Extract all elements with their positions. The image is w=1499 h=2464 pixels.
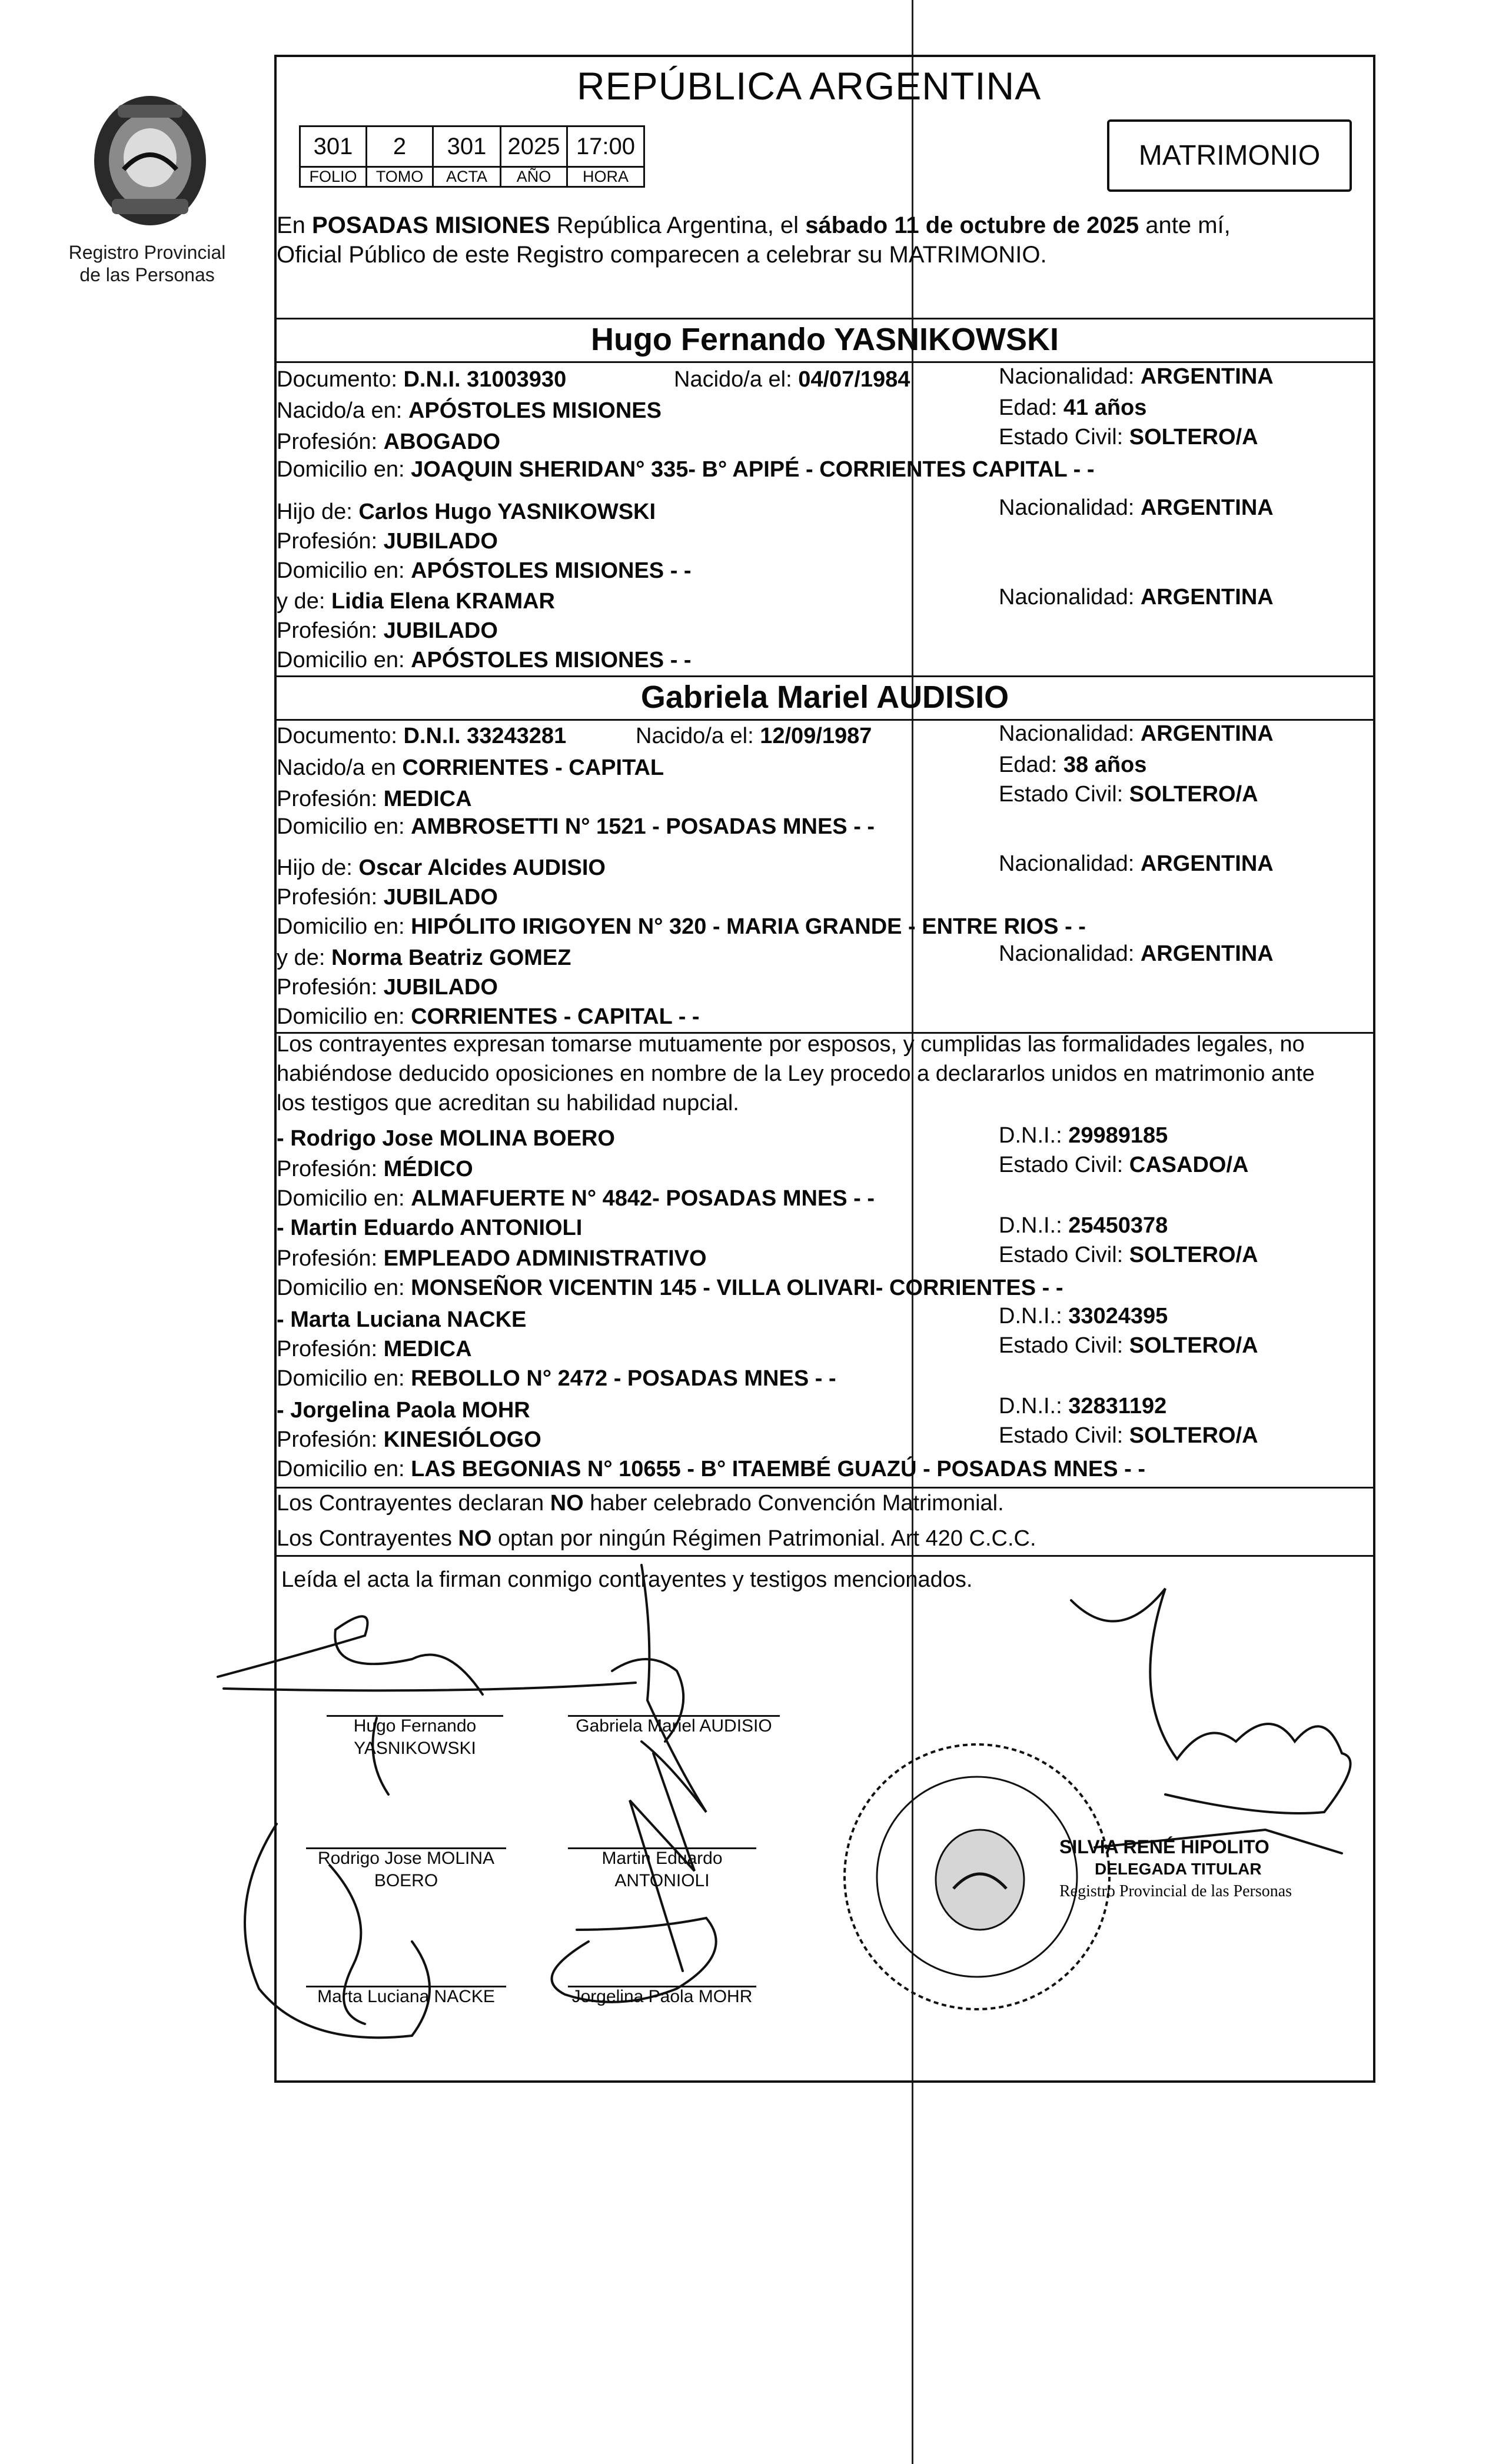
spouse2-document: Documento: D.N.I. 33243281 xyxy=(277,724,567,748)
witness-name: - Jorgelina Paola MOHR xyxy=(277,1398,530,1423)
witness-civil-status: Estado Civil: SOLTERO/A xyxy=(999,1333,1258,1358)
witness-profession: Profesión: MÉDICO xyxy=(277,1157,473,1181)
spouse1-mother-nationality: Nacionalidad: ARGENTINA xyxy=(999,585,1274,610)
witness-address: Domicilio en: ALMAFUERTE N° 4842- POSADAS MNES - - xyxy=(277,1186,875,1211)
spouse2-father-address: Domicilio en: HIPÓLITO IRIGOYEN N° 320 - MARIA GRANDE - ENTRE RIOS - - xyxy=(277,914,1086,939)
act-type-box: MATRIMONIO xyxy=(1107,119,1352,192)
witness-dni: D.N.I.: 32831192 xyxy=(999,1394,1167,1419)
spouse2-mother-profession: Profesión: JUBILADO xyxy=(277,975,498,1000)
witness-profession: Profesión: KINESIÓLOGO xyxy=(277,1427,541,1452)
witness-profession: Profesión: EMPLEADO ADMINISTRATIVO xyxy=(277,1246,707,1271)
spouse1-civil-status: Estado Civil: SOLTERO/A xyxy=(999,425,1258,449)
signature-spouse2: Gabriela Mariel AUDISIO xyxy=(576,1716,772,1736)
spouse2-name: Gabriela Mariel AUDISIO xyxy=(640,680,1009,715)
logo-line-2: de las Personas xyxy=(79,264,215,285)
spouse2-mother-address: Domicilio en: CORRIENTES - CAPITAL - - xyxy=(277,1004,700,1029)
spouse1-age: Edad: 41 años xyxy=(999,395,1147,420)
spouse2-profession: Profesión: MEDICA xyxy=(277,787,472,811)
spouse2-father-profession: Profesión: JUBILADO xyxy=(277,885,498,910)
witness-dni: D.N.I.: 33024395 xyxy=(999,1304,1168,1328)
spouse2-mother-nationality: Nacionalidad: ARGENTINA xyxy=(999,941,1274,966)
declaration-line-2: habiéndose deducido oposiciones en nombre de la Ley procedo a declararlos unidos en matrimonio ante xyxy=(277,1061,1315,1086)
hora-label: HORA xyxy=(567,167,644,187)
spouse1-mother: y de: Lidia Elena KRAMAR xyxy=(277,589,555,614)
spouse2-birthdate: Nacido/a el: 12/09/1987 xyxy=(636,724,872,748)
spouse1-father: Hijo de: Carlos Hugo YASNIKOWSKI xyxy=(277,500,656,524)
spouse1-father-nationality: Nacionalidad: ARGENTINA xyxy=(999,495,1274,520)
folio-label: FOLIO xyxy=(300,167,367,187)
witness-civil-status: Estado Civil: SOLTERO/A xyxy=(999,1423,1258,1448)
spouse1-nationality: Nacionalidad: ARGENTINA xyxy=(999,364,1274,389)
regime-convention: Los Contrayentes declaran NO haber celebrado Convención Matrimonial. xyxy=(277,1491,1004,1516)
ano-value: 2025 xyxy=(501,126,567,167)
logo-line-1: Registro Provincial xyxy=(68,242,226,263)
spouse2-birthplace: Nacido/a en CORRIENTES - CAPITAL xyxy=(277,755,664,780)
witness-name: - Rodrigo Jose MOLINA BOERO xyxy=(277,1126,615,1151)
witness-dni: D.N.I.: 29989185 xyxy=(999,1123,1168,1148)
ano-label: AÑO xyxy=(501,167,567,187)
folio-value: 301 xyxy=(300,126,367,167)
signature-witness3: Marta Luciana NACKE xyxy=(317,1987,495,2006)
spouse2-mother: y de: Norma Beatriz GOMEZ xyxy=(277,945,571,970)
spouse1-birthplace: Nacido/a en: APÓSTOLES MISIONES xyxy=(277,398,662,423)
spouse1-address: Domicilio en: JOAQUIN SHERIDAN° 335- B° APIPÉ - CORRIENTES CAPITAL - - xyxy=(277,457,1095,482)
witness-dni: D.N.I.: 25450378 xyxy=(999,1213,1168,1238)
acta-value: 301 xyxy=(433,126,501,167)
spouse1-birthdate: Nacido/a el: 04/07/1984 xyxy=(674,367,910,392)
hora-value: 17:00 xyxy=(567,126,644,167)
declaration-line-3: los testigos que acreditan su habilidad nupcial. xyxy=(277,1091,739,1116)
witness-civil-status: Estado Civil: SOLTERO/A xyxy=(999,1243,1258,1267)
witness-name: - Martin Eduardo ANTONIOLI xyxy=(277,1216,583,1240)
spouse1-father-address: Domicilio en: APÓSTOLES MISIONES - - xyxy=(277,558,692,583)
signature-witness4: Jorgelina Paola MOHR xyxy=(571,1987,753,2006)
witness-profession: Profesión: MEDICA xyxy=(277,1337,472,1361)
spouse1-mother-address: Domicilio en: APÓSTOLES MISIONES - - xyxy=(277,648,692,672)
spouse2-father-nationality: Nacionalidad: ARGENTINA xyxy=(999,851,1274,876)
official-role: DELEGADA TITULAR xyxy=(1095,1860,1262,1878)
intro-line-1: En POSADAS MISIONES República Argentina, el sábado 11 de octubre de 2025 ante mí, xyxy=(277,212,1231,238)
signature-witness1: Rodrigo Jose MOLINA BOERO xyxy=(317,1849,495,1890)
witness-address: Domicilio en: LAS BEGONIAS N° 10655 - B° ITAEMBÉ GUAZÚ - POSADAS MNES - - xyxy=(277,1457,1146,1481)
spouse2-nationality: Nacionalidad: ARGENTINA xyxy=(999,721,1274,746)
acta-label: ACTA xyxy=(433,167,501,187)
spouse1-mother-profession: Profesión: JUBILADO xyxy=(277,618,498,643)
spouse2-age: Edad: 38 años xyxy=(999,752,1147,777)
declaration-line-1: Los contrayentes expresan tomarse mutuamente por esposos, y cumplidas las formalidades legales, no xyxy=(277,1032,1305,1057)
signature-spouse1: Hugo Fernando YASNIKOWSKI xyxy=(353,1716,477,1758)
spouse2-address: Domicilio en: AMBROSETTI N° 1521 - POSADAS MNES - - xyxy=(277,814,875,839)
signature-witness2: Martin Eduardo ANTONIOLI xyxy=(601,1849,723,1890)
witness-civil-status: Estado Civil: CASADO/A xyxy=(999,1153,1249,1177)
spouse2-father: Hijo de: Oscar Alcides AUDISIO xyxy=(277,855,606,880)
spouse1-name: Hugo Fernando YASNIKOWSKI xyxy=(590,322,1059,357)
official-stamp xyxy=(1059,1836,1292,1903)
official-name: SILVIA RENÉ HIPOLITO xyxy=(1059,1836,1269,1857)
intro-line-2: Oficial Público de este Registro comparecen a celebrar su MATRIMONIO. xyxy=(277,242,1047,268)
spouse2-civil-status: Estado Civil: SOLTERO/A xyxy=(999,782,1258,807)
witness-address: Domicilio en: MONSEÑOR VICENTIN 145 - VILLA OLIVARI- CORRIENTES - - xyxy=(277,1276,1063,1300)
document-title: REPÚBLICA ARGENTINA xyxy=(577,64,1042,108)
spouse1-profession: Profesión: ABOGADO xyxy=(277,429,501,454)
regime-patrimonial: Los Contrayentes NO optan por ningún Régimen Patrimonial. Art 420 C.C.C. xyxy=(277,1526,1036,1551)
tomo-value: 2 xyxy=(367,126,433,167)
spouse1-document: Documento: D.N.I. 31003930 xyxy=(277,367,567,392)
tomo-label: TOMO xyxy=(367,167,433,187)
witness-name: - Marta Luciana NACKE xyxy=(277,1307,527,1332)
closing-statement: Leída el acta la firman conmigo contrayentes y testigos mencionados. xyxy=(281,1567,973,1592)
spouse1-father-profession: Profesión: JUBILADO xyxy=(277,529,498,554)
witness-address: Domicilio en: REBOLLO N° 2472 - POSADAS MNES - - xyxy=(277,1366,836,1391)
official-office: Registro Provincial de las Personas xyxy=(1059,1882,1292,1900)
